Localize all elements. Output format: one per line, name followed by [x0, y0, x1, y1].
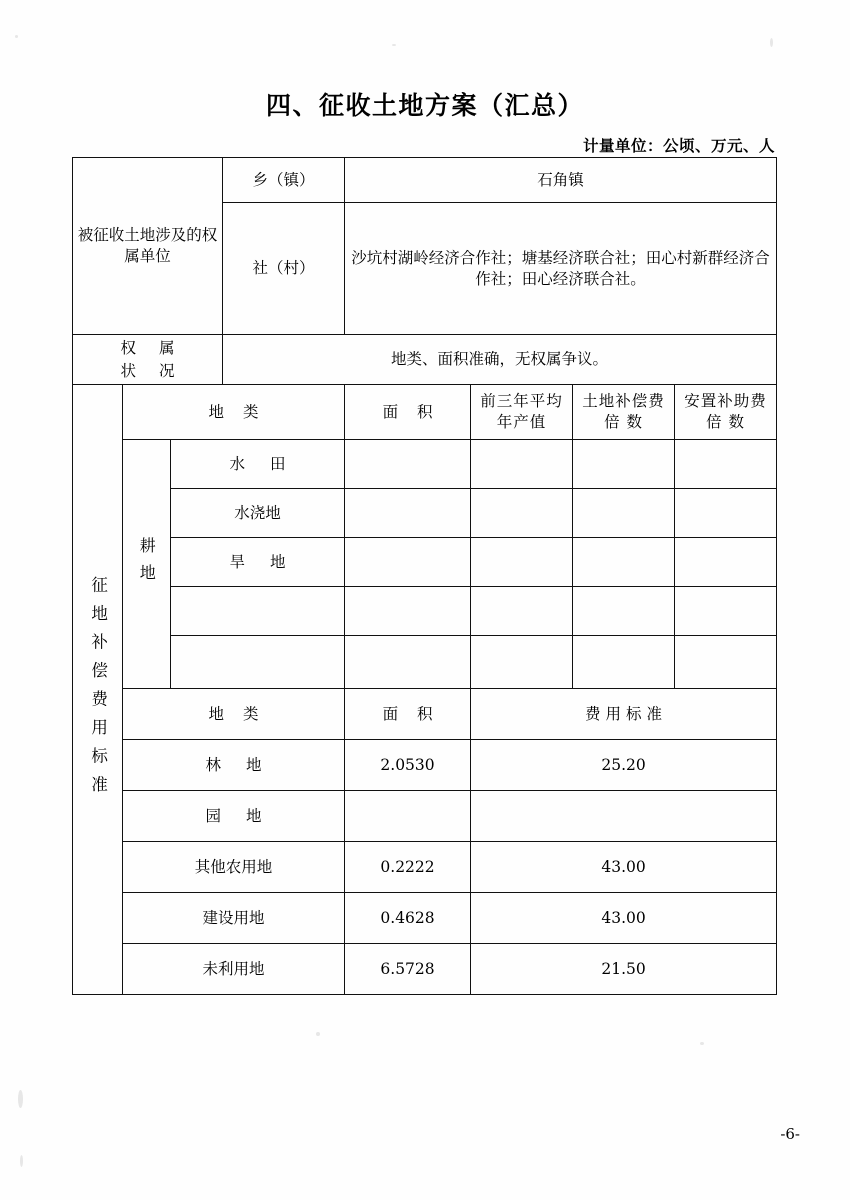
resettlement-value — [675, 538, 777, 587]
scan-speckle — [392, 44, 396, 46]
table-row — [73, 440, 777, 489]
table-row — [73, 489, 777, 538]
table-row — [73, 740, 777, 791]
table-header-row — [73, 385, 777, 440]
land-area-value — [345, 440, 471, 489]
fee-area-value: 6.5728 — [345, 944, 471, 995]
fee-land-type: 未利用地 — [123, 944, 345, 995]
scan-speckle — [15, 35, 18, 38]
page-title: 四、征收土地方案（汇总） — [265, 91, 584, 120]
table-row — [73, 842, 777, 893]
table-header-row — [73, 689, 777, 740]
land-area-value — [345, 587, 471, 636]
fee-land-type: 林 地 — [123, 740, 345, 791]
land-compensation-value — [573, 636, 675, 689]
land-compensation-value — [573, 538, 675, 587]
header-avg-yield: 前三年平均 年产值 — [471, 385, 573, 440]
fee-area-value: 0.4628 — [345, 893, 471, 944]
ownership-status-label — [73, 335, 223, 385]
village-value: 沙坑村湖岭经济合作社；塘基经济联合社；田心村新群经济合作社；田心经济联合社。 — [345, 203, 777, 335]
resettlement-value — [675, 636, 777, 689]
avg-yield-value — [471, 489, 573, 538]
land-area-value — [345, 538, 471, 587]
avg-yield-value — [471, 538, 573, 587]
farmland-group-label — [123, 440, 171, 689]
fee-land-type: 建设用地 — [123, 893, 345, 944]
header2-area: 面 积 — [345, 689, 471, 740]
fee-standard-value: 25.20 — [471, 740, 777, 791]
header-area: 面 积 — [345, 385, 471, 440]
resettlement-value — [675, 587, 777, 636]
table-row — [73, 587, 777, 636]
table-row — [73, 158, 777, 203]
farmland-group-label-text: 耕地 — [137, 537, 157, 591]
scan-speckle — [770, 38, 773, 47]
village-label: 社（村） — [223, 203, 345, 335]
fee-area-value: 2.0530 — [345, 740, 471, 791]
page-number: -6- — [780, 1125, 800, 1143]
land-compensation-value — [573, 587, 675, 636]
scan-speckle — [316, 1032, 320, 1036]
table-row — [73, 538, 777, 587]
resettlement-value — [675, 440, 777, 489]
scan-speckle — [20, 1155, 23, 1167]
fee-land-type: 其他农用地 — [123, 842, 345, 893]
fee-area-value: 0.2222 — [345, 842, 471, 893]
header2-land-type: 地 类 — [123, 689, 345, 740]
avg-yield-value — [471, 440, 573, 489]
ownership-status-label-line1: 权 属 — [120, 339, 184, 358]
compensation-side-label-text: 征地补偿费用标准 — [88, 575, 108, 804]
ownership-status-value: 地类、面积准确，无权属争议。 — [223, 335, 777, 385]
fee-land-type: 园 地 — [123, 791, 345, 842]
scan-speckle — [18, 1090, 23, 1108]
table-row — [73, 636, 777, 689]
land-type-name — [171, 636, 345, 689]
ownership-units-label: 被征收土地涉及的权属单位 — [73, 158, 223, 335]
header-land-compensation-multiplier: 土地补偿费 倍 数 — [573, 385, 675, 440]
header-resettlement-multiplier: 安置补助费 倍 数 — [675, 385, 777, 440]
header2-fee-standard: 费用标准 — [471, 689, 777, 740]
table-row — [73, 335, 777, 385]
land-type-name: 水 田 — [171, 440, 345, 489]
avg-yield-value — [471, 587, 573, 636]
header-land-type: 地 类 — [123, 385, 345, 440]
township-value: 石角镇 — [345, 158, 777, 203]
fee-area-value — [345, 791, 471, 842]
avg-yield-value — [471, 636, 573, 689]
fee-standard-value — [471, 791, 777, 842]
land-compensation-value — [573, 440, 675, 489]
land-area-value — [345, 489, 471, 538]
land-type-name: 水浇地 — [171, 489, 345, 538]
land-area-value — [345, 636, 471, 689]
compensation-side-label — [73, 385, 123, 995]
table-row — [73, 893, 777, 944]
resettlement-value — [675, 489, 777, 538]
measurement-unit-note: 计量单位：公顷、万元、人 — [582, 136, 775, 155]
land-compensation-value — [573, 489, 675, 538]
land-acquisition-summary-table — [72, 157, 777, 995]
table-row — [73, 791, 777, 842]
scan-speckle — [700, 1042, 704, 1045]
land-type-name — [171, 587, 345, 636]
fee-standard-value: 43.00 — [471, 842, 777, 893]
ownership-status-label-line2: 状 况 — [120, 361, 184, 380]
fee-standard-value: 43.00 — [471, 893, 777, 944]
land-type-name: 旱 地 — [171, 538, 345, 587]
fee-standard-value: 21.50 — [471, 944, 777, 995]
township-label: 乡（镇） — [223, 158, 345, 203]
table-row — [73, 944, 777, 995]
